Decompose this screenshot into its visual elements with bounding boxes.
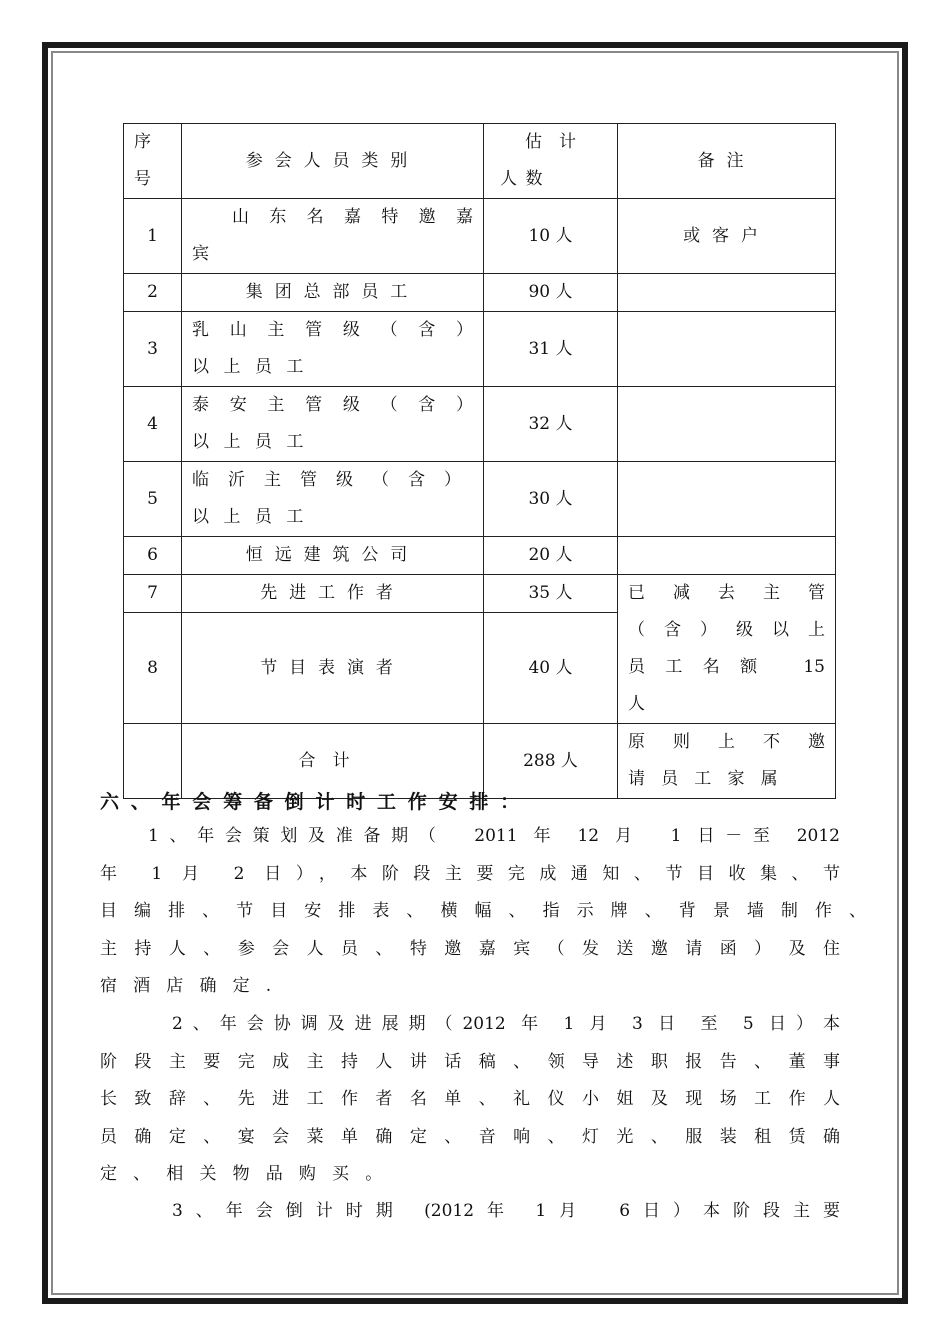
cell-count: 20 人 — [484, 537, 618, 575]
table-row — [124, 575, 836, 613]
paragraph-line: 目编排、节目安排表、横幅、指示牌、背景墙制作、 — [100, 901, 866, 921]
cell-category: 临沂主管级（含） 以上员工 — [182, 462, 484, 537]
table-row — [124, 274, 836, 312]
cell-remark: 或客户 — [618, 199, 836, 274]
cell-category: 泰安主管级（含） 以上员工 — [182, 387, 484, 462]
cell-count: 90 人 — [484, 274, 618, 312]
paragraph-1 — [100, 818, 866, 1006]
paragraph-line: 主持人、参会人员、特邀嘉宾（发送邀请函）及住 — [100, 938, 840, 959]
cell-remark — [618, 274, 836, 312]
cell-count: 31 人 — [484, 312, 618, 387]
cell-category: 山东名嘉特邀嘉 宾 — [182, 199, 484, 274]
paragraph-line: 阶段主要完成主持人讲话稿、领导述职报告、董事 — [100, 1051, 840, 1072]
cell-seq: 8 — [124, 613, 182, 724]
cell-total-remark: 原则上不邀 请员工家属 — [618, 724, 836, 799]
table-row — [124, 199, 836, 274]
cell-category: 乳山主管级（含） 以上员工 — [182, 312, 484, 387]
cell-remark — [618, 312, 836, 387]
paragraph-line: 2、年会协调及进展期（2012 年 1 月 3 日 至 5 日）本 — [172, 1014, 840, 1034]
cell-remark-merged: 已减去主管 （含）级以上 员工名额 15 人 — [618, 575, 836, 724]
paragraph-line: 1、年会策划及准备期（ 2011 年 12 月 1 日－至 2012 — [148, 826, 840, 846]
attendee-table — [123, 123, 836, 799]
paragraph-line: 3、年会倒计时期 (2012年 1月 6日）本阶段主要 — [172, 1201, 840, 1221]
cell-count: 10 人 — [484, 199, 618, 274]
cell-remark — [618, 462, 836, 537]
cell-total-count: 288 人 — [484, 724, 618, 799]
cell-seq: 7 — [124, 575, 182, 613]
table-header-row — [124, 124, 836, 199]
cell-category: 节目表演者 — [182, 613, 484, 724]
header-seq: 序 号 — [124, 124, 182, 199]
cell-count: 30 人 — [484, 462, 618, 537]
cell-remark — [618, 537, 836, 575]
cell-seq: 5 — [124, 462, 182, 537]
paragraph-2 — [100, 1006, 840, 1194]
cell-seq: 3 — [124, 312, 182, 387]
paragraph-line: 宿酒店确定. — [100, 976, 288, 996]
cell-seq: 4 — [124, 387, 182, 462]
cell-category: 恒远建筑公司 — [182, 537, 484, 575]
header-category: 参会人员类别 — [182, 124, 484, 199]
table-row — [124, 387, 836, 462]
cell-count: 40 人 — [484, 613, 618, 724]
paragraph-line: 员确定、宴会菜单确定、音响、灯光、服装租赁确 — [100, 1126, 840, 1147]
cell-seq: 1 — [124, 199, 182, 274]
cell-seq: 6 — [124, 537, 182, 575]
cell-count: 35 人 — [484, 575, 618, 613]
cell-remark — [618, 387, 836, 462]
paragraph-line: 长致辞、先进工作者名单、礼仪小姐及现场工作人 — [100, 1089, 840, 1109]
cell-count: 32 人 — [484, 387, 618, 462]
section-heading: 六、年会筹备倒计时工作安排： — [100, 791, 531, 813]
paragraph-3 — [100, 1193, 840, 1231]
header-count: 估 计 人数 — [484, 124, 618, 199]
cell-total-label: 合计 — [182, 724, 484, 799]
cell-category: 先进工作者 — [182, 575, 484, 613]
paragraph-line: 年 1 月 2 日），本阶段主要完成通知、节目收集、节 — [100, 863, 840, 884]
paragraph-line: 定、相关物品购买。 — [100, 1164, 399, 1184]
header-remark: 备注 — [618, 124, 836, 199]
table-row — [124, 537, 836, 575]
cell-seq: 2 — [124, 274, 182, 312]
cell-category: 集团总部员工 — [182, 274, 484, 312]
table-row — [124, 312, 836, 387]
table-row — [124, 462, 836, 537]
